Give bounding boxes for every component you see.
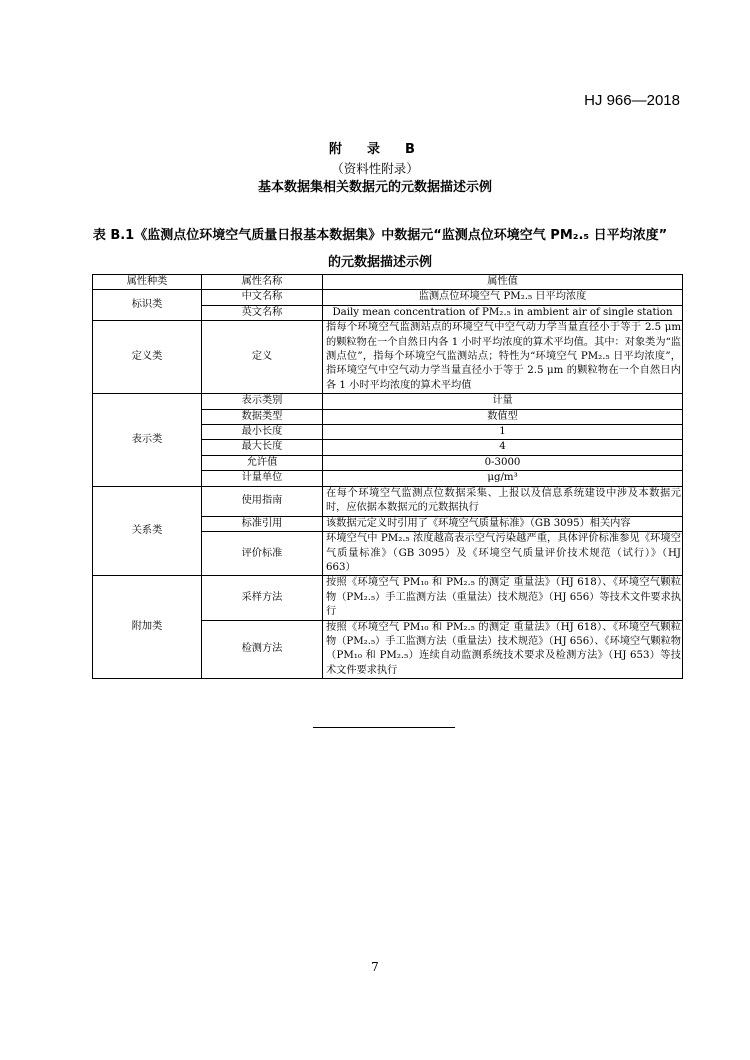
attr-value-usage-guide: 在每个环境空气监测点位数据采集、上报以及信息系统建设中涉及本数据元时，应依据本数据元的元数据执行 — [323, 486, 683, 516]
attr-value-sampling-method: 按照《环境空气 PM₁₀ 和 PM₂.₅ 的测定 重量法》（HJ 618）、《环境空气颗粒物（PM₂.₅）手工监测方法（重量法）技术规范》（HJ 656）等技术文件要求执行 — [323, 576, 683, 620]
group-definition: 定义类 — [93, 321, 202, 394]
table-caption-line-1: 表 B.1《监测点位环境空气质量日报基本数据集》中数据元“监测点位环境空气 PM₂.₅ 日平均浓度” — [92, 228, 668, 243]
table-row — [93, 486, 683, 516]
group-representation: 表示类 — [93, 394, 202, 486]
attr-value-data-type: 数值型 — [323, 409, 683, 424]
attr-name-data-type: 数据类型 — [202, 409, 323, 424]
attr-value-unit: μg/m³ — [323, 471, 683, 486]
table-row — [93, 290, 683, 305]
header-attribute-value: 属性值 — [323, 275, 683, 290]
attr-name-min-length: 最小长度 — [202, 425, 323, 440]
attr-name-usage-guide: 使用指南 — [202, 486, 323, 516]
table-row — [93, 394, 683, 409]
appendix-title: 基本数据集相关数据元的元数据描述示例 — [257, 180, 492, 195]
attr-name-definition: 定义 — [202, 321, 323, 394]
table-row — [93, 576, 683, 620]
attr-name-unit: 计量单位 — [202, 471, 323, 486]
standard-number: HJ 966—2018 — [584, 92, 680, 109]
attr-name-repr-category: 表示类别 — [202, 394, 323, 409]
table-row — [93, 321, 683, 394]
table-caption — [80, 222, 680, 276]
table-caption-line-2: 的元数据描述示例 — [327, 255, 432, 270]
attr-value-en-name: Daily mean concentration of PM₂.₅ in ambient air of single station — [323, 305, 683, 320]
attr-value-min-length: 1 — [323, 425, 683, 440]
group-identification: 标识类 — [93, 290, 202, 321]
metadata-table — [92, 274, 683, 679]
attr-name-en-name: 英文名称 — [202, 305, 323, 320]
attr-name-standard-ref: 标准引用 — [202, 516, 323, 531]
appendix-label: 附 录 B — [329, 142, 421, 157]
attr-name-cn-name: 中文名称 — [202, 290, 323, 305]
attr-value-eval-standard: 环境空气中 PM₂.₅ 浓度越高表示空气污染越严重，具体评价标准参见《环境空气质量标准》（GB 3095）及《环境空气质量评价技术规范（试行）》（HJ 663） — [323, 532, 683, 576]
attr-name-allowed-values: 允许值 — [202, 455, 323, 470]
attr-value-repr-category: 计量 — [323, 394, 683, 409]
attr-name-eval-standard: 评价标准 — [202, 532, 323, 576]
header-attribute-category: 属性种类 — [93, 275, 202, 290]
attr-name-detection-method: 检测方法 — [202, 620, 323, 679]
page-number: 7 — [371, 960, 379, 974]
table-header-row — [93, 275, 683, 290]
attr-name-sampling-method: 采样方法 — [202, 576, 323, 620]
attr-name-max-length: 最大长度 — [202, 440, 323, 455]
attr-value-allowed-values: 0-3000 — [323, 455, 683, 470]
attr-value-standard-ref: 该数据元定义时引用了《环境空气质量标准》（GB 3095）相关内容 — [323, 516, 683, 531]
group-additional: 附加类 — [93, 576, 202, 679]
group-relation: 关系类 — [93, 486, 202, 576]
attr-value-definition: 指每个环境空气监测站点的环境空气中空气动力学当量直径小于等于 2.5 μm 的颗粒物在一个自然日内各 1 小时平均浓度的算术平均值。其中：对象类为“监测点位”，指每个环境空气监测站点；特性为“环境空气 PM₂.₅ 日平均浓度”，指环境空气中空气动力学当量直径小于等于 2.5 μm 的颗粒物在一个自然日内各 1 小时平均浓度的算术平均值 — [323, 321, 683, 394]
appendix-heading — [0, 140, 750, 198]
end-of-section-rule — [313, 727, 455, 728]
attr-value-cn-name: 监测点位环境空气 PM₂.₅ 日平均浓度 — [323, 290, 683, 305]
attr-value-detection-method: 按照《环境空气 PM₁₀ 和 PM₂.₅ 的测定 重量法》（HJ 618）、《环境空气颗粒物（PM₂.₅）手工监测方法（重量法）技术规范》（HJ 656）、《环境空气颗粒物（PM₁₀ 和 PM₂.₅）连续自动监测系统技术要求及检测方法》（HJ 653）等技术文件要求执行 — [323, 620, 683, 679]
appendix-nature: （资料性附录） — [331, 161, 419, 176]
header-attribute-name: 属性名称 — [202, 275, 323, 290]
attr-value-max-length: 4 — [323, 440, 683, 455]
